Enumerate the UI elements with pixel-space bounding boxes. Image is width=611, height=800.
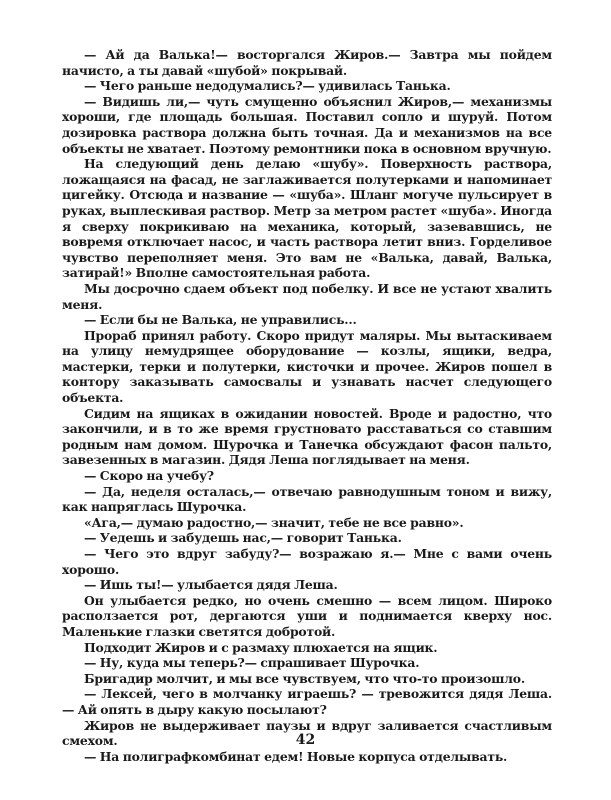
paragraph-1: — Ай да Валька!— восторгался Жиров.— Завтра мы пойдем начисто, а ты давай «шубой» покрывай. (62, 47, 552, 78)
paragraph-8: Сидим на ящиках в ожидании новостей. Вроде и радостно, что закончили, и в то же время грустновато расставаться со ставшим родным нам домом. Шурочка и Танечка обсуждают фасон пальто, завезенных в магазин. Дядя Леша поглядывает на меня. (62, 405, 552, 468)
paragraph-5: Мы досрочно сдаем объект под побелку. И все не устают хвалить меня. (62, 280, 552, 312)
paragraph-7: Прораб принял работу. Скоро придут маляры. Мы вытаскиваем на улицу немудрящее оборудование — козлы, ящики, ведра, мастерки, терки и полутерки, кисточки и прочее. Жиров пошел в контору заказывать самосвалы и узнавать насчет следующего объекта. (62, 327, 552, 406)
paragraph-12: — Уедешь и забудешь нас,— говорит Танька. (84, 530, 402, 546)
paragraph-17: — Ну, куда мы теперь?— спрашивает Шурочка. (84, 655, 420, 671)
paragraph-13: — Чего это вдруг забуду?— возражаю я.— Мне с вами очень хорошо. (62, 546, 552, 577)
paragraph-16: Подходит Жиров и с размаху плюхается на ящик. (84, 639, 438, 655)
page-number: 42 (295, 732, 316, 748)
paragraph-21: — На полиграфкомбинат едем! Новые корпуса отделывать. (84, 748, 508, 764)
paragraph-20: Жиров не выдерживает паузы и вдруг заливается счастливым смехом. (62, 717, 552, 749)
paragraph-4: На следующий день делаю «шубу». Поверхность раствора, ложащаяся на фасад, не заглаживается полутерками и напоминает цигейку. Отсюда и название — «шуба». Шланг могуче пульсирует в руках, выплескивая раствор. Метр за метром растет «шуба». Иногда я сверху покрикиваю на механика, который, зазевавшись, не вовремя отключает насос, и часть раствора летит вниз. Горделивое чувство переполняет меня. Это вам не «Валька, давай, Валька, затирай!» Вполне самостоятельная работа. (62, 156, 552, 281)
paragraph-15: Он улыбается редко, но очень смешно — всем лицом. Широко расползается рот, дергаются уши и поднимается кверху нос. Маленькие глазки светятся добротой. (62, 592, 552, 639)
paragraph-2: — Чего раньше недодумались?— удивилась Танька. (84, 78, 451, 94)
paragraph-11: «Ага,— думаю радостно,— значит, тебе не все равно». (84, 514, 464, 530)
paragraph-19: — Лексей, чего в молчанку играешь? — тревожится дядя Леша. — Ай опять в дыру какую посылают? (62, 686, 552, 717)
paragraph-14: — Ишь ты!— улыбается дядя Леша. (84, 577, 338, 593)
paragraph-6: — Если бы не Валька, не управились... (84, 312, 357, 328)
page-body (62, 47, 552, 767)
paragraph-10: — Да, неделя осталась,— отвечаю равнодушным тоном и вижу, как напряглась Шурочка. (62, 483, 552, 515)
paragraph-3: — Видишь ли,— чуть смущенно объяснил Жиров,— механизмы хороши, где площадь большая. Поставил сопло и шуруй. Потом дозировка раствора должна быть точная. Да и механизмов на все объекты не хватает. Поэтому ремонтники пока в основном вручную. (62, 93, 552, 156)
paragraph-9: — Скоро на учебу? (84, 468, 214, 484)
paragraph-18: Бригадир молчит, и мы все чувствуем, что что-то произошло. (84, 670, 525, 686)
